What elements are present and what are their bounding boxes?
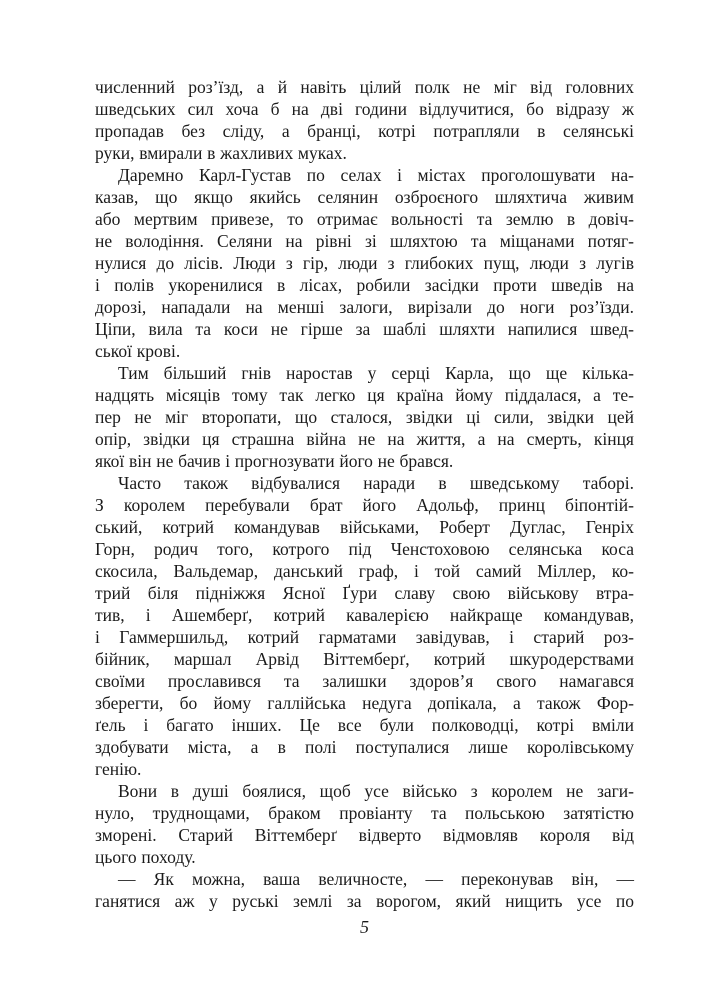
paragraph [95,868,634,912]
text-line: і Гаммершильд, котрий гарматами завідував, і старий роз- [95,627,634,647]
text-line: скосила, Вальдемар, данський граф, і той самий Міллер, ко- [95,561,634,581]
paragraph [95,362,634,472]
text-line: і полів укоренилися в лісах, робили засідки проти шведів на [95,275,634,295]
paragraph [95,164,634,362]
text-line: зморені. Старий Віттемберґ відверто відмовляв короля від [95,825,634,845]
paragraph [95,76,634,164]
text-line: Часто також відбувалися наради в шведському таборі. [118,473,634,493]
text-line: бійник, маршал Арвід Віттемберґ, котрий шкуродерствами [95,649,634,669]
text-line: Горн, родич того, котрого під Ченстоховою селянська коса [95,539,634,559]
text-line: ганятися аж у руські землі за ворогом, який нищить усе по [95,891,634,911]
text-line: нулися до лісів. Люди з гір, люди з глибоких пущ, люди з лугів [95,253,634,273]
paragraph [95,780,634,868]
text-line: своїми прославився та залишки здоров’я свого намагався [95,671,634,691]
text-line: дорозі, нападали на менші залоги, вирізали до ноги роз’їзди. [95,297,634,317]
paragraph [95,472,634,780]
text-line: ський, котрий командував військами, Роберт Дуглас, Генріх [95,517,634,537]
text-line: цього походу. [95,847,196,867]
text-line: Ціпи, вила та коси не гірше за шаблі шляхти напилися швед- [95,319,634,339]
text-block [95,76,634,912]
text-line: З королем перебували брат його Адольф, принц біпонтій- [95,495,634,515]
text-line: зберегти, бо йому галлійська недуга допікала, а також Фор- [95,693,634,713]
text-line: опір, звідки ця страшна війна не на життя, а на смерть, кінця [95,429,634,449]
text-line: казав, що якщо якийсь селянин озброєного шляхтича живим [95,187,634,207]
page-number: 5 [360,917,369,937]
text-line: Вони в душі боялися, щоб усе військо з королем не заги- [118,781,634,801]
text-line: Даремно Карл-Густав по селах і містах проголошувати на- [118,165,634,185]
text-line: не володіння. Селяни на рівні зі шляхтою та міщанами потяг- [95,231,634,251]
text-line: здобувати міста, а в полі поступалися лише королівському [95,737,634,757]
text-line: пер не міг второпати, що сталося, звідки ці сили, звідки цей [95,407,634,427]
text-line: надцять місяців тому так легко ця країна йому піддалася, а те- [95,385,634,405]
text-line: трий біля підніжжя Ясної Ґури славу свою військову втра- [95,583,634,603]
text-line: тив, і Ашемберґ, котрий кавалерією найкраще командував, [95,605,634,625]
text-line: — Як можна, ваша величносте, — переконував він, — [118,869,634,889]
text-line: численний роз’їзд, а й навіть цілий полк не міг від головних [95,77,634,97]
text-line: нуло, труднощами, браком провіанту та польською затятістю [95,803,634,823]
text-line: ґель і багато інших. Це все були полководці, котрі вміли [95,715,634,735]
text-line: або мертвим привезе, то отримає вольності та землю в довіч- [95,209,634,229]
text-line: якої він не бачив і прогнозувати його не брався. [95,451,454,471]
text-line: шведських сил хоча б на дві години відлучитися, бо відразу ж [95,99,634,119]
text-line: руки, вмирали в жахливих муках. [95,143,347,163]
text-line: ської крові. [95,341,181,361]
text-line: генію. [95,759,142,779]
text-line: пропадав без сліду, а бранці, котрі потрапляли в селянські [95,121,634,141]
text-line: Тим більший гнів наростав у серці Карла, що ще кілька- [118,363,634,383]
